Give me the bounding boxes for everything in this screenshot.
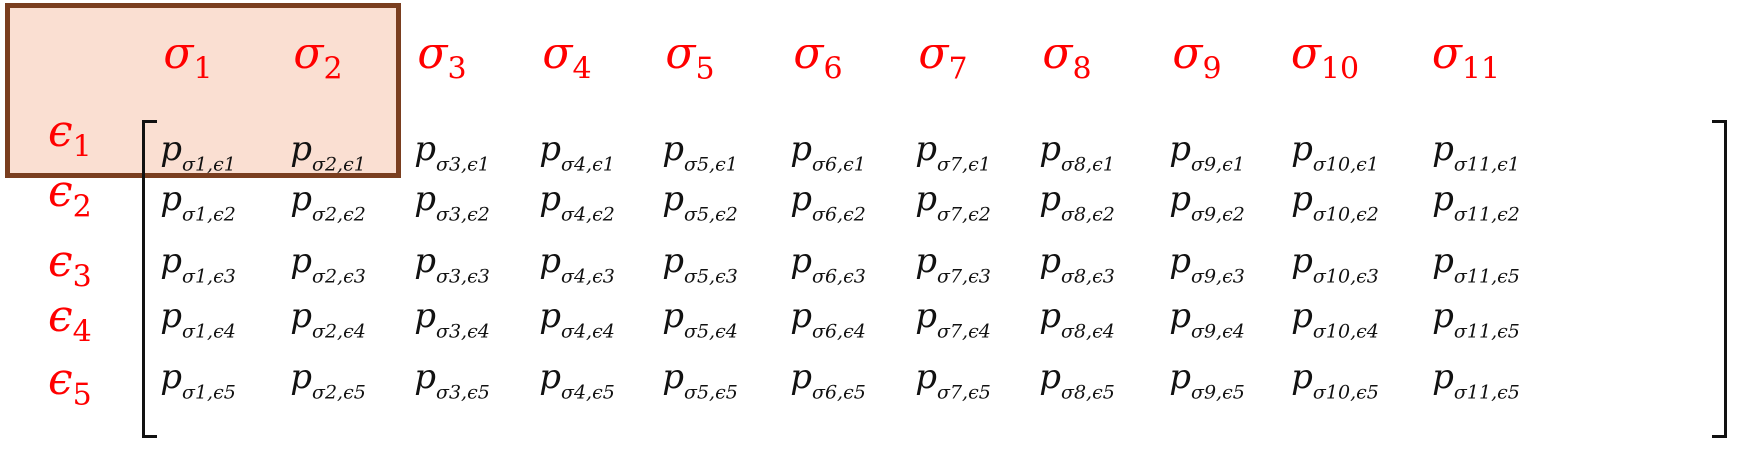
matrix-cell — [290, 241, 366, 288]
matrix-cell — [1169, 179, 1245, 226]
cell-symbol: p — [290, 179, 312, 219]
matrix-cell — [915, 241, 991, 288]
column-label-sigma-7 — [918, 28, 968, 87]
matrix-cell — [539, 241, 615, 288]
right-bracket — [1712, 120, 1727, 438]
column-label-sigma-10 — [1290, 28, 1360, 87]
cell-subscript: σ11,ϵ1 — [1453, 153, 1520, 176]
matrix-cell — [160, 241, 236, 288]
cell-symbol: p — [414, 357, 436, 397]
cell-symbol: p — [1039, 179, 1061, 219]
cell-symbol: p — [290, 129, 312, 169]
column-label-sigma-11 — [1431, 28, 1501, 87]
subscript: 10 — [1320, 51, 1360, 87]
cell-subscript: σ7,ϵ1 — [936, 153, 991, 176]
cell-subscript: σ5,ϵ4 — [683, 320, 738, 343]
cell-symbol: p — [915, 179, 937, 219]
matrix-cell — [662, 179, 738, 226]
matrix-cell — [1039, 357, 1115, 404]
column-label-sigma-2 — [293, 28, 343, 87]
cell-subscript: σ7,ϵ2 — [936, 203, 991, 226]
cell-symbol: p — [915, 296, 937, 336]
cell-subscript: σ6,ϵ1 — [811, 153, 866, 176]
matrix-cell — [160, 129, 236, 176]
column-label-sigma-1 — [163, 28, 213, 87]
cell-subscript: σ7,ϵ5 — [936, 381, 991, 404]
symbol: σ — [542, 28, 573, 79]
matrix-cell — [290, 129, 366, 176]
cell-subscript: σ2,ϵ2 — [311, 203, 366, 226]
matrix-cell — [1039, 179, 1115, 226]
cell-subscript: σ10,ϵ2 — [1312, 203, 1379, 226]
symbol: σ — [293, 28, 324, 79]
symbol: ϵ — [48, 291, 73, 342]
cell-subscript: σ4,ϵ5 — [560, 381, 615, 404]
matrix-cell — [160, 179, 236, 226]
cell-subscript: σ11,ϵ5 — [1453, 265, 1520, 288]
cell-symbol: p — [1291, 241, 1313, 281]
column-label-sigma-6 — [793, 28, 843, 87]
cell-symbol: p — [539, 179, 561, 219]
symbol: σ — [1431, 28, 1462, 79]
matrix-cell — [290, 357, 366, 404]
cell-subscript: σ4,ϵ1 — [560, 153, 615, 176]
symbol: σ — [417, 28, 448, 79]
cell-subscript: σ5,ϵ1 — [683, 153, 738, 176]
matrix-cell — [160, 357, 236, 404]
cell-symbol: p — [1169, 129, 1191, 169]
cell-subscript: σ1,ϵ2 — [181, 203, 236, 226]
subscript: 11 — [1461, 51, 1501, 87]
cell-subscript: σ5,ϵ3 — [683, 265, 738, 288]
matrix-cell — [790, 129, 866, 176]
matrix-cell — [1432, 296, 1520, 343]
cell-symbol: p — [662, 296, 684, 336]
cell-symbol: p — [915, 241, 937, 281]
cell-subscript: σ10,ϵ5 — [1312, 381, 1379, 404]
cell-symbol: p — [160, 129, 182, 169]
symbol: σ — [793, 28, 824, 79]
cell-subscript: σ3,ϵ3 — [435, 265, 490, 288]
subscript: 2 — [72, 189, 92, 225]
matrix-cell — [915, 179, 991, 226]
cell-subscript: σ2,ϵ5 — [311, 381, 366, 404]
cell-symbol: p — [1169, 296, 1191, 336]
left-bracket — [142, 120, 157, 438]
cell-symbol: p — [539, 129, 561, 169]
symbol: σ — [1290, 28, 1321, 79]
cell-subscript: σ9,ϵ5 — [1190, 381, 1245, 404]
column-label-sigma-4 — [542, 28, 592, 87]
cell-subscript: σ1,ϵ3 — [181, 265, 236, 288]
matrix-cell — [414, 357, 490, 404]
row-label-epsilon-2 — [48, 166, 92, 225]
cell-symbol: p — [1291, 296, 1313, 336]
cell-symbol: p — [414, 179, 436, 219]
subscript: 4 — [72, 314, 92, 350]
cell-symbol: p — [662, 241, 684, 281]
cell-symbol: p — [915, 357, 937, 397]
cell-symbol: p — [1291, 179, 1313, 219]
cell-symbol: p — [1291, 357, 1313, 397]
cell-symbol: p — [160, 179, 182, 219]
cell-symbol: p — [1432, 129, 1454, 169]
matrix-cell — [1169, 129, 1245, 176]
column-label-sigma-8 — [1042, 28, 1092, 87]
cell-subscript: σ10,ϵ3 — [1312, 265, 1379, 288]
matrix-cell — [414, 179, 490, 226]
matrix-cell — [1432, 129, 1520, 176]
cell-symbol: p — [290, 296, 312, 336]
cell-symbol: p — [414, 296, 436, 336]
cell-symbol: p — [160, 357, 182, 397]
matrix-cell — [1169, 296, 1245, 343]
cell-subscript: σ4,ϵ2 — [560, 203, 615, 226]
matrix-cell — [1432, 179, 1520, 226]
cell-subscript: σ8,ϵ5 — [1060, 381, 1115, 404]
cell-subscript: σ9,ϵ2 — [1190, 203, 1245, 226]
matrix-cell — [1039, 241, 1115, 288]
matrix-cell — [915, 357, 991, 404]
cell-subscript: σ6,ϵ3 — [811, 265, 866, 288]
cell-symbol: p — [1432, 357, 1454, 397]
cell-subscript: σ3,ϵ1 — [435, 153, 490, 176]
cell-subscript: σ8,ϵ1 — [1060, 153, 1115, 176]
cell-symbol: p — [290, 241, 312, 281]
symbol: σ — [1172, 28, 1203, 79]
subscript: 1 — [193, 51, 213, 87]
row-label-epsilon-5 — [48, 354, 92, 413]
matrix-cell — [1039, 129, 1115, 176]
cell-symbol: p — [790, 129, 812, 169]
matrix-cell — [1291, 296, 1379, 343]
cell-subscript: σ2,ϵ4 — [311, 320, 366, 343]
row-label-epsilon-3 — [48, 236, 92, 295]
subscript: 1 — [72, 129, 92, 165]
subscript: 6 — [823, 51, 843, 87]
cell-symbol: p — [662, 357, 684, 397]
subscript: 5 — [695, 51, 715, 87]
matrix-cell — [539, 357, 615, 404]
cell-symbol: p — [790, 179, 812, 219]
symbol: ϵ — [48, 354, 73, 405]
cell-symbol: p — [1291, 129, 1313, 169]
subscript: 3 — [447, 51, 467, 87]
cell-symbol: p — [1432, 296, 1454, 336]
cell-subscript: σ6,ϵ5 — [811, 381, 866, 404]
matrix-cell — [1432, 241, 1520, 288]
cell-symbol: p — [414, 241, 436, 281]
cell-subscript: σ3,ϵ2 — [435, 203, 490, 226]
matrix-cell — [414, 296, 490, 343]
cell-symbol: p — [160, 241, 182, 281]
cell-symbol: p — [539, 357, 561, 397]
cell-subscript: σ1,ϵ4 — [181, 320, 236, 343]
column-label-sigma-9 — [1172, 28, 1222, 87]
matrix-cell — [915, 296, 991, 343]
cell-symbol: p — [1039, 357, 1061, 397]
cell-subscript: σ9,ϵ1 — [1190, 153, 1245, 176]
symbol: ϵ — [48, 106, 73, 157]
matrix-cell — [915, 129, 991, 176]
matrix-cell — [414, 241, 490, 288]
subscript: 5 — [72, 377, 92, 413]
matrix-cell — [539, 296, 615, 343]
matrix-cell — [790, 179, 866, 226]
matrix-cell — [662, 241, 738, 288]
cell-symbol: p — [1039, 129, 1061, 169]
cell-subscript: σ9,ϵ4 — [1190, 320, 1245, 343]
matrix-cell — [160, 296, 236, 343]
matrix-cell — [790, 357, 866, 404]
cell-subscript: σ2,ϵ1 — [311, 153, 366, 176]
cell-subscript: σ11,ϵ5 — [1453, 381, 1520, 404]
matrix-cell — [1291, 129, 1379, 176]
cell-subscript: σ8,ϵ2 — [1060, 203, 1115, 226]
cell-symbol: p — [414, 129, 436, 169]
cell-subscript: σ4,ϵ3 — [560, 265, 615, 288]
matrix-cell — [414, 129, 490, 176]
matrix-cell — [1169, 357, 1245, 404]
cell-symbol: p — [1169, 241, 1191, 281]
symbol: σ — [163, 28, 194, 79]
subscript: 4 — [572, 51, 592, 87]
matrix-cell — [1169, 241, 1245, 288]
symbol: σ — [1042, 28, 1073, 79]
matrix-cell — [1432, 357, 1520, 404]
cell-symbol: p — [1432, 241, 1454, 281]
matrix-cell — [790, 296, 866, 343]
matrix-cell — [290, 179, 366, 226]
cell-subscript: σ8,ϵ4 — [1060, 320, 1115, 343]
matrix-cell — [662, 296, 738, 343]
matrix-cell — [662, 129, 738, 176]
cell-symbol: p — [790, 357, 812, 397]
cell-subscript: σ5,ϵ2 — [683, 203, 738, 226]
cell-symbol: p — [1169, 179, 1191, 219]
matrix-cell — [1039, 296, 1115, 343]
cell-symbol: p — [790, 241, 812, 281]
symbol: ϵ — [48, 236, 73, 287]
cell-subscript: σ1,ϵ1 — [181, 153, 236, 176]
symbol: σ — [665, 28, 696, 79]
cell-subscript: σ10,ϵ4 — [1312, 320, 1379, 343]
subscript: 8 — [1072, 51, 1092, 87]
cell-symbol: p — [1169, 357, 1191, 397]
cell-subscript: σ1,ϵ5 — [181, 381, 236, 404]
matrix-cell — [790, 241, 866, 288]
matrix-cell — [662, 357, 738, 404]
column-label-sigma-3 — [417, 28, 467, 87]
symbol: ϵ — [48, 166, 73, 217]
cell-subscript: σ4,ϵ4 — [560, 320, 615, 343]
row-label-epsilon-4 — [48, 291, 92, 350]
cell-subscript: σ2,ϵ3 — [311, 265, 366, 288]
matrix-cell — [1291, 241, 1379, 288]
cell-symbol: p — [539, 296, 561, 336]
cell-subscript: σ8,ϵ3 — [1060, 265, 1115, 288]
cell-symbol: p — [160, 296, 182, 336]
cell-subscript: σ7,ϵ4 — [936, 320, 991, 343]
cell-subscript: σ3,ϵ4 — [435, 320, 490, 343]
subscript: 2 — [323, 51, 343, 87]
matrix-cell — [290, 296, 366, 343]
cell-symbol: p — [790, 296, 812, 336]
subscript: 9 — [1202, 51, 1222, 87]
cell-symbol: p — [1039, 241, 1061, 281]
cell-symbol: p — [662, 179, 684, 219]
matrix-cell — [1291, 179, 1379, 226]
cell-subscript: σ9,ϵ3 — [1190, 265, 1245, 288]
cell-subscript: σ7,ϵ3 — [936, 265, 991, 288]
symbol: σ — [918, 28, 949, 79]
row-label-epsilon-1 — [48, 106, 92, 165]
column-label-sigma-5 — [665, 28, 715, 87]
cell-subscript: σ6,ϵ4 — [811, 320, 866, 343]
cell-subscript: σ11,ϵ2 — [1453, 203, 1520, 226]
subscript: 3 — [72, 259, 92, 295]
cell-symbol: p — [539, 241, 561, 281]
subscript: 7 — [948, 51, 968, 87]
cell-symbol: p — [290, 357, 312, 397]
matrix-cell — [1291, 357, 1379, 404]
cell-subscript: σ5,ϵ5 — [683, 381, 738, 404]
cell-symbol: p — [915, 129, 937, 169]
matrix-cell — [539, 129, 615, 176]
cell-symbol: p — [1432, 179, 1454, 219]
cell-subscript: σ10,ϵ1 — [1312, 153, 1379, 176]
cell-subscript: σ11,ϵ5 — [1453, 320, 1520, 343]
cell-symbol: p — [1039, 296, 1061, 336]
matrix-cell — [539, 179, 615, 226]
cell-symbol: p — [662, 129, 684, 169]
cell-subscript: σ3,ϵ5 — [435, 381, 490, 404]
cell-subscript: σ6,ϵ2 — [811, 203, 866, 226]
